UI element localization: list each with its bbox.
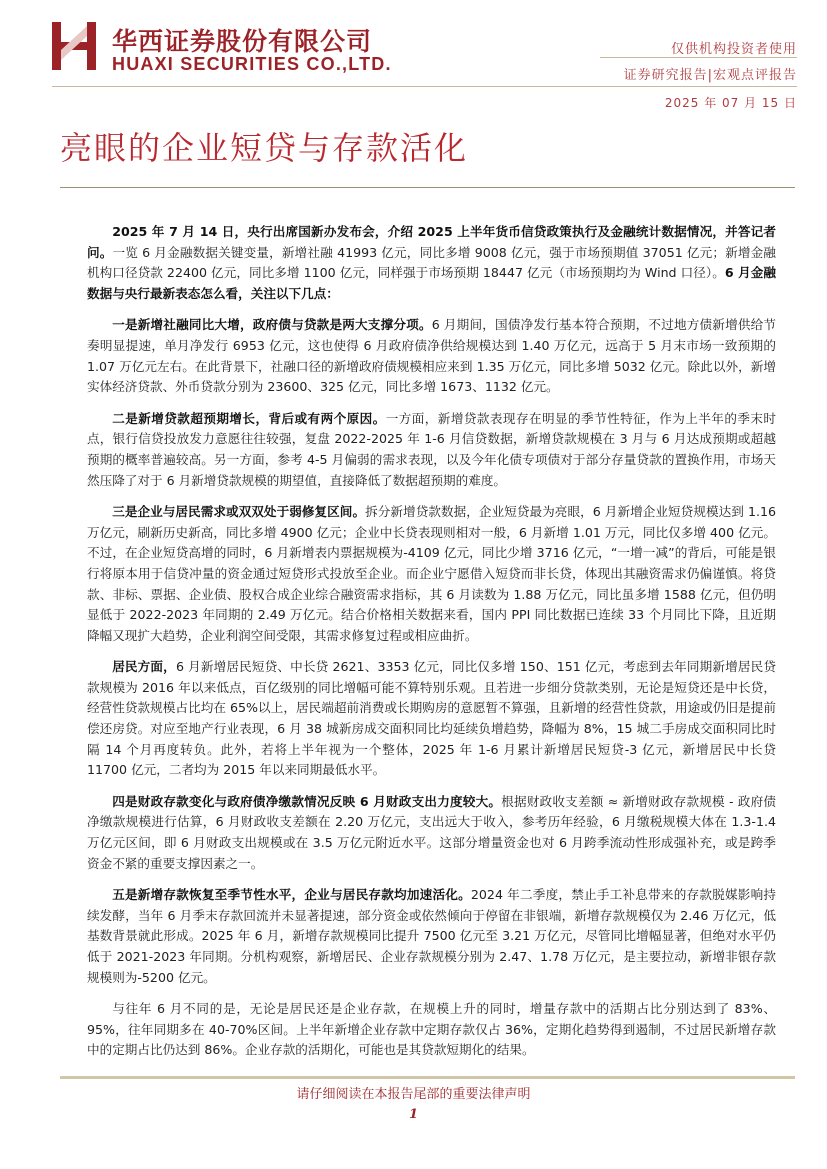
paragraph-7 [87, 885, 776, 988]
paragraph-4 [87, 502, 776, 646]
paragraph-lead: 三是企业与居民需求或双双处于弱修复区间。 [112, 504, 366, 520]
paragraph-text: 根据财政收支差额 ≈ 新增财政存款规模 - 政府债净缴款规模进行估算，6 月财政收支差额在 2.20 万亿元，支出远大于收入，参考历年经验，6 月缴税规模大体在 1.3-1.4 万亿元区间，即 6 月财政支出规模或在 3.5 万亿元附近水平。这部分增量资金也对 6 月跨季流动性形成强补充，或是跨季资金不紧的重要支撑因素之一。 [87, 793, 776, 871]
report-body [87, 222, 776, 1072]
header-rule [52, 86, 797, 87]
report-title: 亮眼的企业短贷与存款活化 [60, 129, 469, 167]
paragraph-text: 一方面，新增贷款表现存在明显的季节性特征，作为上半年的季末时点，银行信贷投放发力意愿往往较强，复盘 2022-2025 年 1-6 月信贷数据，新增贷款规模在 3 月与 6 月达成预期或超越预期的概率普遍较高。另一方面，参考 4-5 月偏弱的需求表现，以及今年化债专项债对于部分存量贷款的置换作用，市场天然压降了对于 6 月新增贷款规模的期望值，直接降低了数据超预期的难度。 [87, 410, 777, 488]
paragraph-text: 一览 6 月金融数据关键变量，新增社融 41993 亿元，同比多增 9008 亿元，强于市场预期值 37051 亿元；新增金融机构口径贷款 22400 亿元，同比多增 1100 亿元，同样强于市场预期 18447 亿元（市场预期均为 Wind 口径）。 [87, 244, 777, 281]
paragraph-1 [87, 222, 776, 304]
audience-note: 仅供机构投资者使用 [670, 42, 797, 57]
paragraph-lead: 二是新增贷款超预期增长，背后或有两个原因。 [112, 410, 386, 426]
paragraph-lead: 2025 年 7 月 14 日，央行出席国新办发布会，介绍 2025 上半年货币信贷政策执行及金融统计数据情况，并答记者问。 [87, 224, 776, 260]
paragraph-text: 2024 年二季度，禁止手工补息带来的存款脱媒影响持续发酵，当年 6 月季末存款回流并未显著提速，部分资金或依然倾向于停留在非银端，新增存款规模仅为 2.46 万亿元，低基数背景就此形成。2025 年 6 月，新增存款规模同比提升 7500 亿元至 3.21 万亿元，尽管同比增幅显著，但绝对水平仍低于 2021-2023 年同期。分机构观察，新增居民、企业存款规模分别为 2.47、1.78 万亿元，是主要拉动，新增非银存款规模则为-5200 亿元。 [87, 887, 776, 985]
report-type: 证券研究报告|宏观点评报告 [623, 68, 797, 83]
paragraph-lead: 一是新增社融同比大增，政府债与贷款是两大支撑分项。 [112, 317, 432, 333]
paragraph-2 [87, 315, 776, 397]
paragraph-text: 6 月期间，国债净发行基本符合预期，不过地方债新增供给节奏明显提速，单月净发行 6953 亿元，这也使得 6 月政府债净供给规模达到 1.40 万亿元，远高于 5 月末市场一致预期的 1.07 万亿元左右。在此背景下，社融口径的新增政府债规模相应来到 1.35 万亿元，同比多增 5032 亿元。除此以外，新增实体经济贷款、外币贷款分别为 23600、325 亿元，同比多增 1673、1132 亿元。 [87, 317, 776, 395]
paragraph-6 [87, 792, 776, 874]
paragraph-tail: 6 月金融数据与央行最新表态怎么看，关注以下几点： [87, 265, 776, 301]
company-name-cn: 华西证券股份有限公司 [112, 27, 373, 56]
paragraph-lead: 四是财政存款变化与政府债净缴款情况反映 6 月财政支出力度较大。 [112, 793, 502, 809]
huaxi-logo-icon [52, 22, 96, 70]
paragraph-text: 6 月新增居民短贷、中长贷 2621、3353 亿元，同比仅多增 150、151 亿元，考虑到去年同期新增居民贷款规模为 2016 年以来低点，百亿级别的同比增幅可能不算特别乐观。且若进一步细分贷款类别，无论是短贷还是中长贷，经营性贷款规模占比均在 65%以上，居民端超前消费或长期购房的意愿暂不算强，且新增的经营性贷款，用途或仍旧是提前偿还房贷。对应至地产行业表现，6 月 38 城新房成交面积同比均延续负增趋势，降幅为 8%，15 城二手房成交面积同比时隔 14 个月再度转负。此外，若将上半年视为一个整体，2025 年 1-6 月累计新增居民短贷-3 亿元，新增居民中长贷 11700 亿元，二者均为 2015 年以来同期最低水平。 [87, 659, 776, 778]
report-date: 2025 年 07 月 15 日 [664, 96, 797, 110]
header-divider [600, 57, 797, 58]
paragraph-text: 拆分新增贷款数据，企业短贷最为亮眼，6 月新增企业短贷规模达到 1.16 万亿元，刷新历史新高，同比多增 4900 亿元；企业中长贷表现则相对一般，6 月新增 1.01 万元，同比仅多增 400 亿元。不过，在企业短贷高增的同时，6 月新增表内票据规模为-4109 亿元，同比少增 3716 亿元，“一增一减”的背后，可能是银行将原本用于信贷冲量的资金通过短贷形式投放至企业。而企业宁愿借入短贷而非长贷，体现出其融资需求仍偏谨慎。将贷款、非标、票据、企业债、股权合成企业综合融资需求指标，其 6 月读数为 1.88 万亿元，同比虽多增 1588 亿元，但仍明显低于 2022-2023 年同期的 2.49 万亿元。结合价格相关数据来看，国内 PPI 同比数据已连续 33 个月同比下降，且近期降幅又现扩大趋势，企业利润空间受限，其需求修复过程或相应曲折。 [87, 504, 777, 643]
company-name-en: HUAXI SECURITIES CO.,LTD. [112, 54, 392, 74]
page-number: 1 [408, 1107, 419, 1122]
paragraph-3 [87, 409, 776, 491]
legal-disclaimer: 请仔细阅读在本报告尾部的重要法律声明 [296, 1087, 531, 1102]
paragraph-text: 与往年 6 月不同的是，无论是居民还是企业存款，在规模上升的同时，增量存款中的活期占比分别达到了 83%、95%，往年同期多在 40-70%区间。上半年新增企业存款中定期存款仅占 36%，定期化趋势得到遏制，不过居民新增存款中的定期占比仍达到 86%。企业存款的活期化，可能也是其贷款短期化的结果。 [87, 1001, 776, 1058]
title-rule [60, 187, 795, 188]
paragraph-8 [87, 999, 776, 1061]
paragraph-lead: 居民方面， [112, 659, 176, 675]
paragraph-5 [87, 657, 776, 781]
footer-rule [60, 1076, 795, 1079]
paragraph-lead: 五是新增存款恢复至季节性水平，企业与居民存款均加速活化。 [112, 887, 471, 903]
